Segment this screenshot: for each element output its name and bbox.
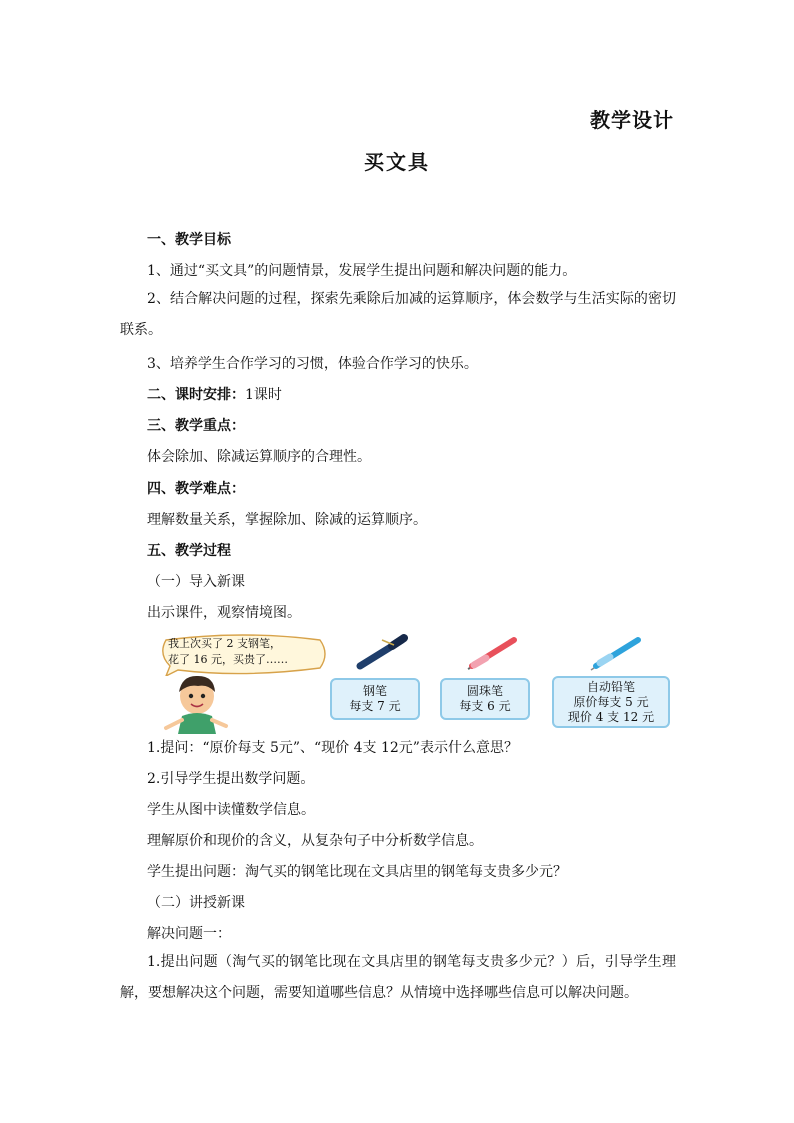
price-tag-fountain-pen [330,678,420,720]
item-price: 每支 6 元 [459,699,511,713]
part-1-heading: （一）导入新课 [147,574,245,590]
section-heading-key-points: 三、教学重点： [147,418,245,434]
show-courseware: 出示课件，观察情境图。 [147,605,301,621]
doc-label: 教学设计 [590,108,674,132]
read-info: 学生从图中读懂数学信息。 [147,802,315,818]
question-2: 2.引导学生提出数学问题。 [147,771,315,787]
question-1: 1.提问：“原价每支 5元”、“现价 4支 12元”表示什么意思？ [147,740,518,756]
scene-illustration [154,630,674,734]
speech-line-2: 花了 16 元，买贵了…… [168,653,288,666]
difficulties-text: 理解数量关系，掌握除加、除减的运算顺序。 [147,512,427,528]
boy-figure [162,672,232,734]
step-1: 1.提出问题（淘气买的钢笔比现在文具店里的钢笔每支贵多少元？）后，引导学生理解，要想解决这个问题，需要知道哪些信息？从情境中选择哪些信息可以解决问题。 [120,954,676,1001]
item-current-price: 现价 4 支 12 元 [567,710,655,724]
goal-1: 1、通过“买文具”的问题情景，发展学生提出问题和解决问题的能力。 [147,263,577,279]
section-heading-difficulties: 四、教学难点： [147,481,245,497]
price-tag-ballpoint-pen [440,678,530,720]
solve-heading: 解决问题一： [147,926,231,942]
section-heading-goals: 一、教学目标 [147,232,231,248]
part-2-heading: （二）讲授新课 [147,895,245,911]
page-title: 买文具 [364,150,430,174]
goal-3: 3、培养学生合作学习的习惯，体验合作学习的快乐。 [147,356,478,372]
understand-info: 理解原价和现价的含义，从复杂句子中分析数学信息。 [147,833,483,849]
section-heading-schedule: 二、课时安排： [147,387,245,403]
item-price: 每支 7 元 [349,699,401,713]
item-name: 自动铅笔 [586,680,635,694]
item-name: 钢笔 [362,684,387,698]
item-name: 圆珠笔 [466,684,503,698]
student-question: 学生提出问题：淘气买的钢笔比现在文具店里的钢笔每支贵多少元？ [147,864,567,880]
item-original-price: 原价每支 5 元 [573,695,649,709]
mechanical-pencil-icon [590,632,646,672]
speech-text [168,636,288,668]
price-tag-mechanical-pencil [552,676,670,728]
schedule-value: 1课时 [245,387,282,403]
speech-line-1: 我上次买了 2 支钢笔， [168,637,281,650]
section-schedule [147,384,282,404]
ballpoint-pen-icon [466,632,522,672]
goal-2: 2、结合解决问题的过程，探索先乘除后加减的运算顺序，体会数学与生活实际的密切联系。 [120,291,676,338]
fountain-pen-icon [354,632,410,672]
key-points-text: 体会除加、除减运算顺序的合理性。 [147,449,371,465]
section-heading-process: 五、教学过程 [147,543,231,559]
